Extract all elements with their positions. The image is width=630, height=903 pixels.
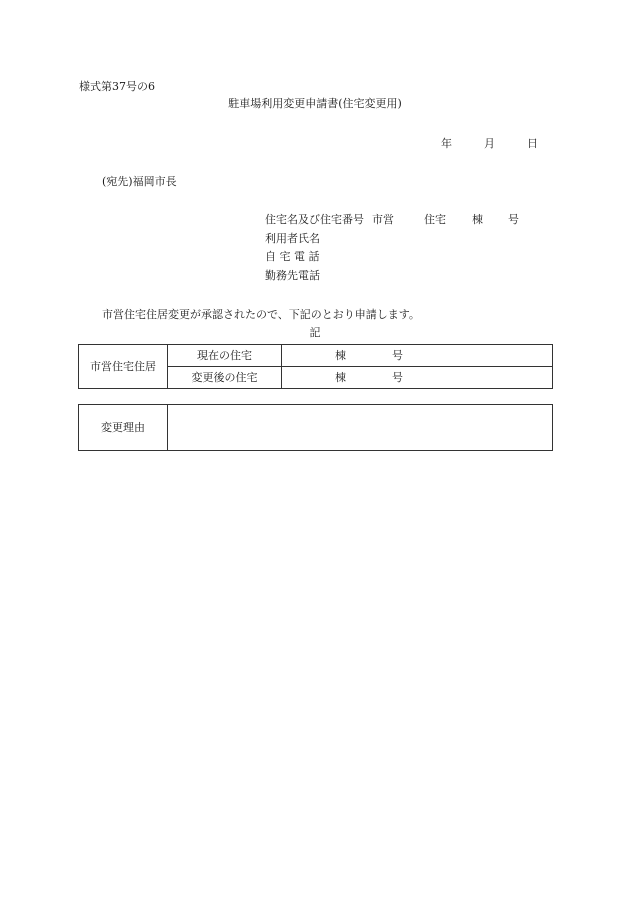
current-building-unit: 棟 <box>335 348 346 362</box>
user-name-label: 利用者氏名 <box>265 232 320 245</box>
housing-kind: 住宅 <box>424 213 446 226</box>
date-line <box>441 137 538 151</box>
day-label: 日 <box>527 137 538 150</box>
request-statement: 市営住宅住居変更が承認されたので、下記のとおり申請します。 <box>102 308 420 321</box>
new-housing-label: 変更後の住宅 <box>168 367 282 389</box>
housing-prefix: 市営 <box>372 213 394 226</box>
new-housing-field[interactable] <box>282 367 553 389</box>
month-label: 月 <box>484 137 495 150</box>
current-housing-field[interactable] <box>282 345 553 367</box>
housing-change-table <box>78 344 553 389</box>
current-housing-label: 現在の住宅 <box>168 345 282 367</box>
change-reason-label: 変更理由 <box>79 405 168 451</box>
housing-label: 住宅名及び住宅番号 <box>265 213 364 226</box>
housing-building: 棟 <box>472 213 483 226</box>
form-title: 駐車場利用変更申請書(住宅変更用) <box>228 97 402 110</box>
change-reason-field[interactable] <box>168 405 553 451</box>
addressee: (宛先)福岡市長 <box>102 175 177 188</box>
current-number-unit: 号 <box>392 348 403 362</box>
housing-line <box>265 213 519 227</box>
table-row <box>79 405 553 451</box>
table-row <box>79 345 553 367</box>
year-label: 年 <box>441 137 452 150</box>
work-phone-label: 勤務先電話 <box>265 269 320 282</box>
form-number: 様式第37号の6 <box>79 80 155 93</box>
home-phone-label: 自 宅 電 話 <box>265 250 320 263</box>
housing-group-label: 市営住宅住居 <box>79 345 168 389</box>
record-mark: 記 <box>309 326 321 339</box>
new-building-unit: 棟 <box>335 370 346 384</box>
change-reason-table <box>78 404 553 451</box>
new-number-unit: 号 <box>392 370 403 384</box>
housing-number: 号 <box>508 213 519 226</box>
